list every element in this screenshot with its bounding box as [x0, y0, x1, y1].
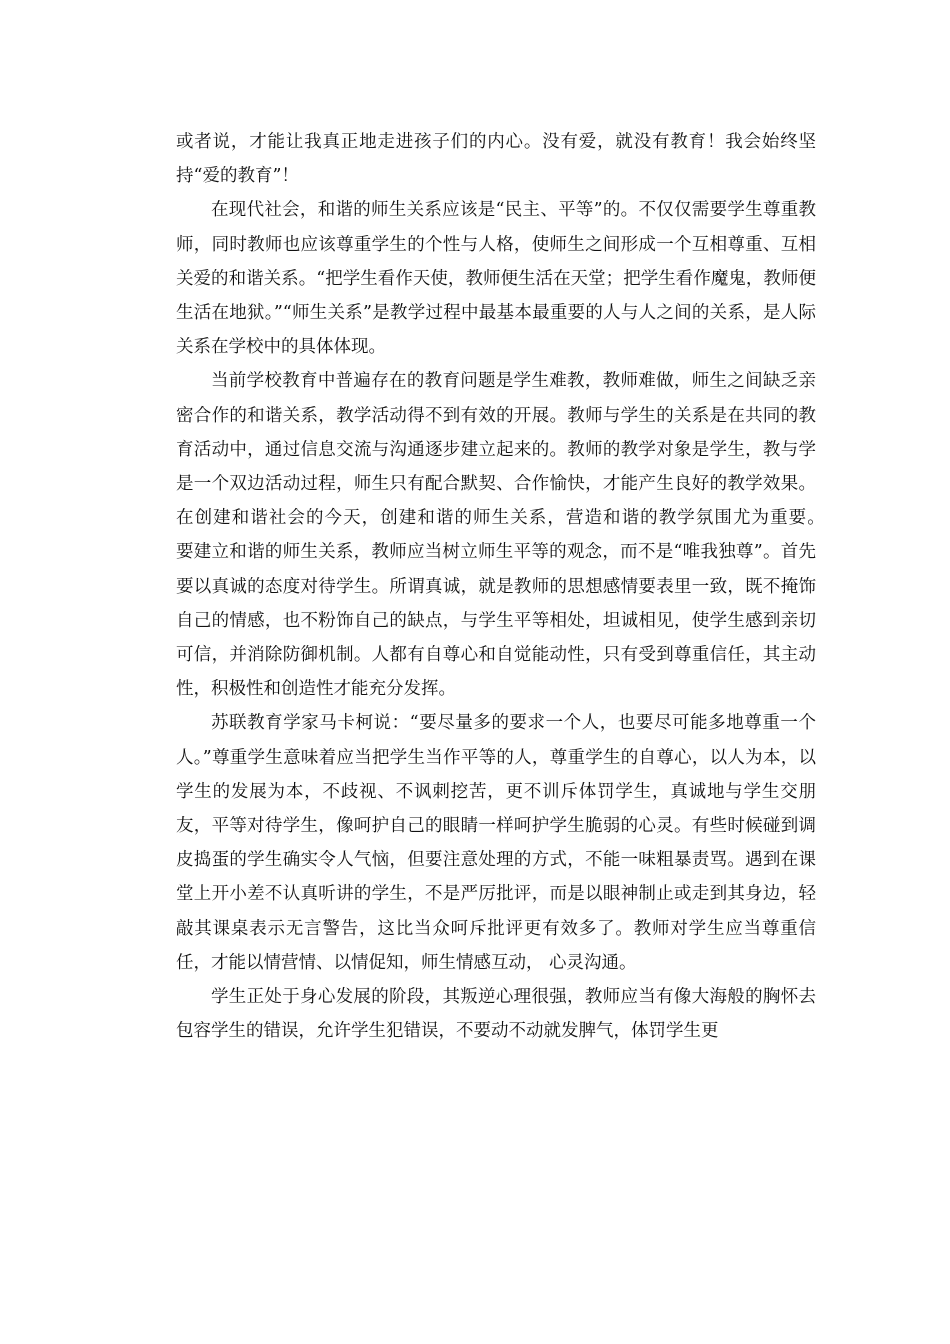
paragraph-current-problems: 当前学校教育中普遍存在的教育问题是学生难教，教师难做，师生之间缺乏亲密合作的和谐关系，教学活动得不到有效的开展。教师与学生的关系是在共同的教育活动中，通过信息交流与沟通逐步建立起来的。教师的教学对象是学生，教与学是一个双边活动过程，师生只有配合默契、合作愉快，才能产生良好的教学效果。在创建和谐社会的今天，创建和谐的师生关系，营造和谐的教学氛围尤为重要。 要建立和谐的师生关系，教师应当树立师生平等的观念，而不是“唯我独尊”。首先要以真诚的态度对待学生。所谓真诚，就是教师的思想感情要表里一致，既不掩饰自己的情感，也不粉饰自己的缺点，与学生平等相处，坦诚相见，使学生感到亲切可信，并消除防御机制。人都有自尊心和自觉能动性，只有受到尊重信任，其主动性，积极性和创造性才能充分发挥。	[176, 371, 840, 700]
paragraph-harmonious-relationship: 在现代社会，和谐的师生关系应该是“民主、平等”的。不仅仅需要学生尊重教师，同时教师也应该尊重学生的个性与人格，使师生之间形成一个互相尊重、互相关爱的和谐关系。“把学生看作天使，教师便生活在天堂；把学生看作魔鬼，教师便生活在地狱。”“师生关系”是教学过程中最基本最重要的人与人之间的关系，是人际关系在学校中的具体体现。	[176, 200, 816, 358]
paragraph-love-education: 或者说，才能让我真正地走进孩子们的内心。没有爱，就没有教育！我会始终坚持“爱的教育”！	[176, 132, 816, 187]
paragraph-respect-students: 苏联教育学家马卡柯说：“要尽量多的要求一个人，也要尽可能多地尊重一个人。”尊重学生意味着应当把学生当作平等的人，尊重学生的自尊心，以人为本，以学生的发展为本，不歧视、不讽刺挖苦，更不训斥体罚学生，真诚地与学生交朋友，平等对待学生，像呵护自己的眼睛一样呵护学生脆弱的心灵。有些时候碰到调皮捣蛋的学生确实令人气恼，但要注意处理的方式，不能一味粗暴责骂。遇到在课堂上开小差不认真听讲的学生，不是严厉批评，而是以眼神制止或走到其身边，轻敲其课桌表示无言警告，这比当众呵斥批评更有效多了。教师对学生应当尊重信任，才能以情营情、以情促知，师生情感互动， 心灵沟通。	[176, 713, 816, 973]
paragraph-tolerance: 学生正处于身心发展的阶段，其叛逆心理很强，教师应当有像大海般的胸怀去包容学生的错误，允许学生犯错误，不要动不动就发脾气，体罚学生更	[176, 987, 816, 1042]
document-body	[176, 125, 840, 1048]
